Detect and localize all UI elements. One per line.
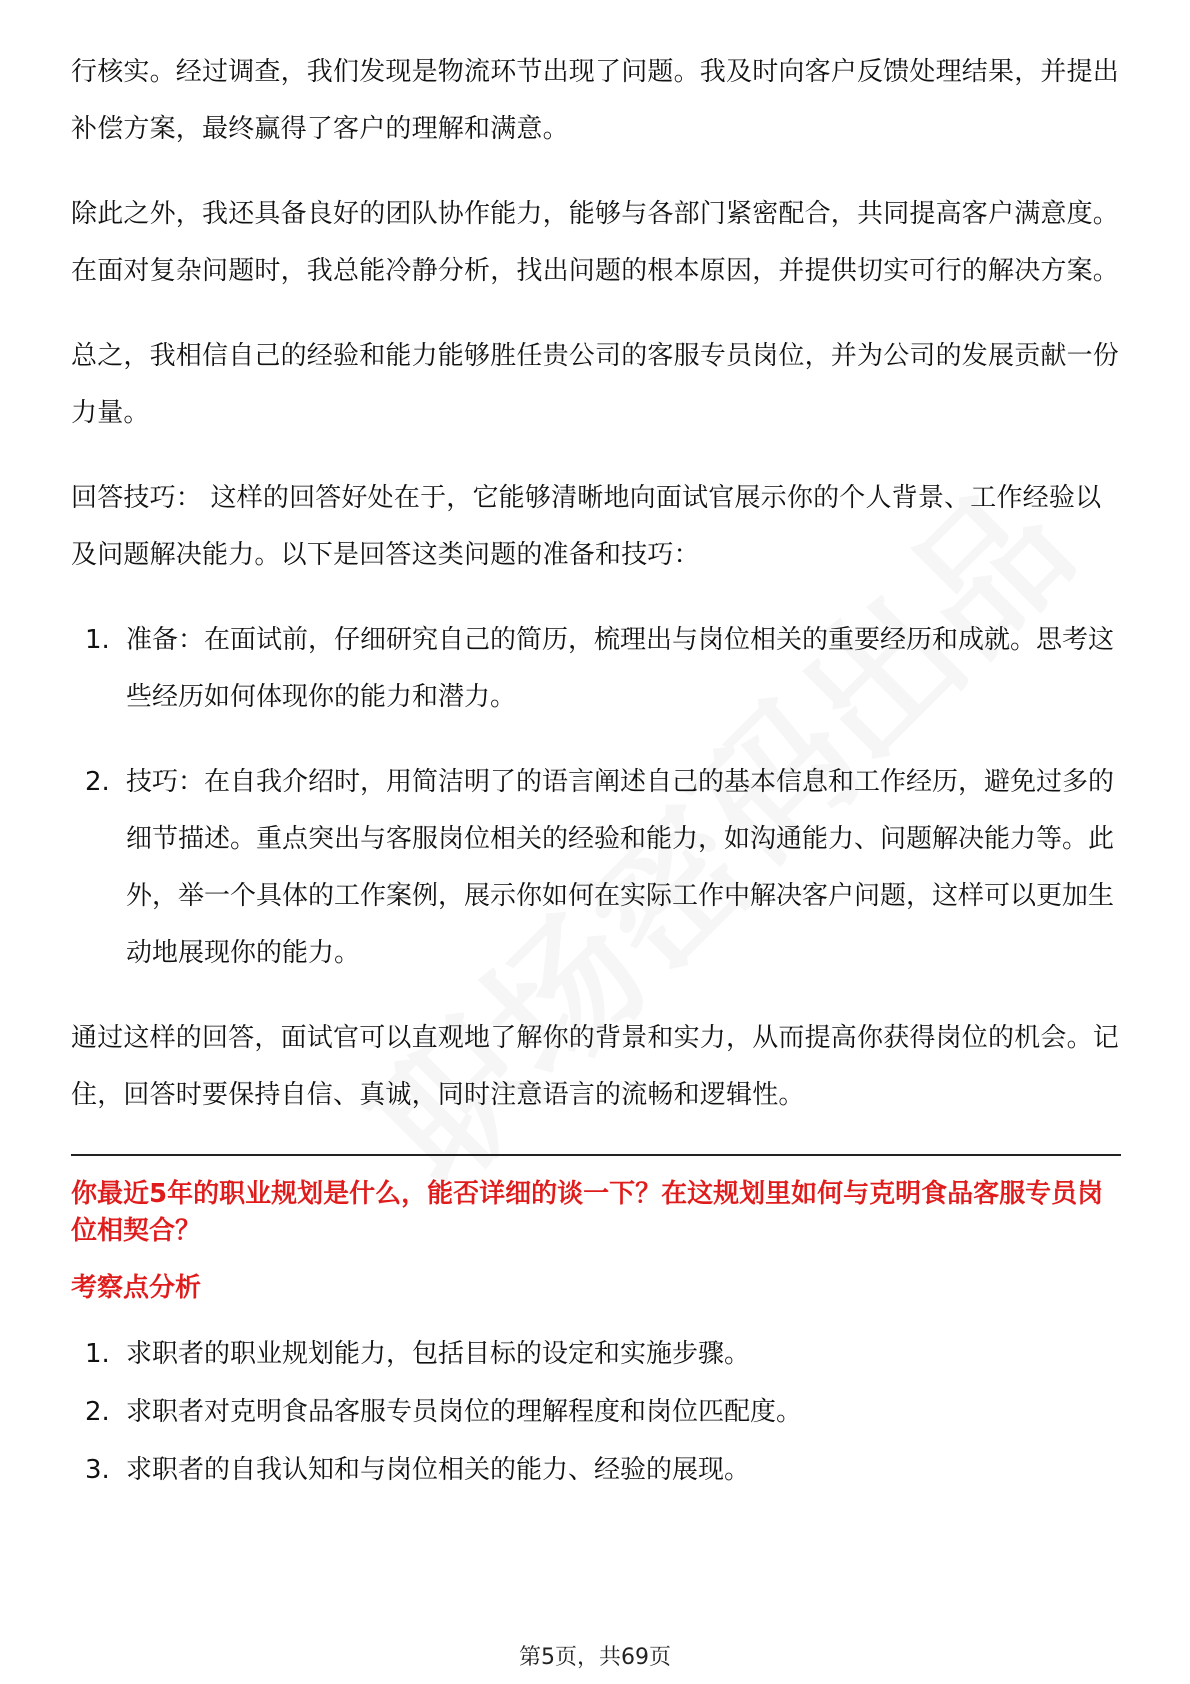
question-heading: 你最近5年的职业规划是什么，能否详细的谈一下？在这规划里如何与克明食品客服专员岗位相契合？ <box>71 1179 1104 1246</box>
paragraph: 行核实。经过调查，我们发现是物流环节出现了问题。我及时向客户反馈处理结果，并提出补偿方案，最终赢得了客户的理解和满意。 <box>71 57 1120 144</box>
list-item-text: 技巧：在自我介绍时，用简洁明了的语言阐述自己的基本信息和工作经历，避免过多的细节描述。重点突出与客服岗位相关的经验和能力，如沟通能力、问题解决能力等。此外，举一个具体的工作案例，展示你如何在实际工作中解决客户问题，这样可以更加生动地展现你的能力。 <box>126 767 1115 968</box>
list-item <box>71 1441 1121 1499</box>
analysis-heading: 考察点分析 <box>71 1273 202 1303</box>
tips-list <box>71 612 1121 982</box>
list-number: 2. <box>85 767 110 797</box>
list-number: 1. <box>85 1339 110 1369</box>
list-item <box>71 1325 1121 1383</box>
list-item-text: 求职者的自我认知和与岗位相关的能力、经验的展现。 <box>126 1455 751 1485</box>
list-item <box>71 754 1121 982</box>
section-divider <box>71 1154 1121 1156</box>
list-item-text: 求职者的职业规划能力，包括目标的设定和实施步骤。 <box>126 1339 751 1369</box>
list-item <box>71 1383 1121 1441</box>
answer-tips-paragraph: 回答技巧： 这样的回答好处在于，它能够清晰地向面试官展示你的个人背景、工作经验以及问题解决能力。以下是回答这类问题的准备和技巧： <box>71 483 1102 570</box>
paragraph: 除此之外，我还具备良好的团队协作能力，能够与各部门紧密配合，共同提高客户满意度。在面对复杂问题时，我总能冷静分析，找出问题的根本原因，并提供切实可行的解决方案。 <box>71 199 1120 286</box>
list-number: 1. <box>85 625 110 655</box>
list-number: 2. <box>85 1397 110 1427</box>
closing-paragraph: 通过这样的回答，面试官可以直观地了解你的背景和实力，从而提高你获得岗位的机会。记住，回答时要保持自信、真诚，同时注意语言的流畅和逻辑性。 <box>71 1023 1120 1110</box>
analysis-list <box>71 1325 1121 1499</box>
list-item <box>71 612 1121 726</box>
list-item-text: 求职者对克明食品客服专员岗位的理解程度和岗位匹配度。 <box>126 1397 803 1427</box>
list-number: 3. <box>85 1455 110 1485</box>
page-footer: 第5页，共69页 <box>519 1645 671 1670</box>
list-item-text: 准备：在面试前，仔细研究自己的简历，梳理出与岗位相关的重要经历和成就。思考这些经历如何体现你的能力和潜力。 <box>126 625 1115 712</box>
document-page <box>71 44 1121 1527</box>
paragraph: 总之，我相信自己的经验和能力能够胜任贵公司的客服专员岗位，并为公司的发展贡献一份力量。 <box>71 341 1120 428</box>
